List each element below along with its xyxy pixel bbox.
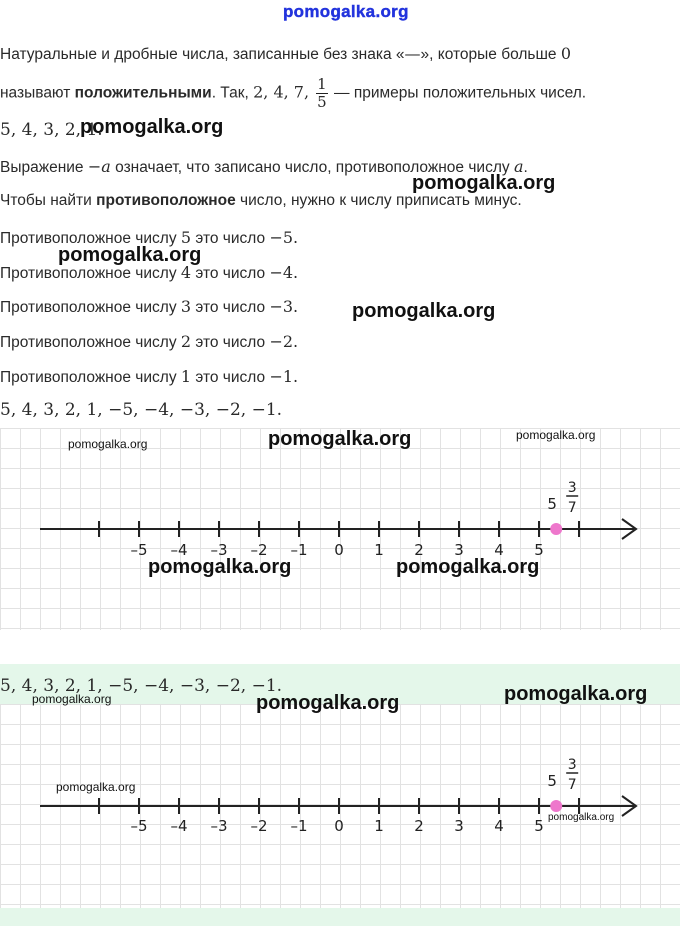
point-label-numerator: 3 — [567, 757, 577, 773]
tick-label: –3 — [210, 541, 228, 559]
opposite-line: Противоположное числу 4 это число −4. — [0, 263, 299, 282]
watermark: pomogalka.org — [268, 428, 412, 450]
tick-label: 0 — [334, 541, 344, 559]
tick-label: 5 — [534, 817, 544, 835]
text-line-expression: Выражение −a означает, что записано число, противоположное числу a. — [0, 157, 528, 176]
watermark: pomogalka.org — [56, 780, 136, 794]
watermark: pomogalka.org — [352, 300, 496, 322]
watermark: pomogalka.org — [396, 556, 540, 578]
tick-label: –3 — [210, 817, 228, 835]
opposite-line: Противоположное числу 2 это число −2. — [0, 332, 299, 351]
tick-label: 1 — [374, 817, 384, 835]
tick-label: 1 — [374, 541, 384, 559]
watermark: pomogalka.org — [32, 692, 112, 706]
combined-list: 5, 4, 3, 2, 1, −5, −4, −3, −2, −1. — [0, 400, 283, 420]
tick-label: 3 — [454, 541, 464, 559]
tick-label: –1 — [290, 541, 308, 559]
point-label-numerator: 3 — [567, 480, 577, 496]
tick-label: –2 — [250, 541, 268, 559]
watermark: pomogalka.org — [504, 683, 648, 705]
point-label-denominator: 7 — [567, 777, 577, 793]
tick-label: 3 — [454, 817, 464, 835]
opposite-line: Противоположное числу 5 это число −5. — [0, 228, 299, 247]
tick-label: –5 — [130, 817, 148, 835]
text-line-1: Натуральные и дробные числа, записанные без знака «—», которые больше 0 — [0, 44, 572, 63]
watermark: pomogalka.org — [68, 437, 148, 451]
positive-list: 5, 4, 3, 2, 1. — [0, 120, 103, 140]
watermark: pomogalka.org — [256, 692, 400, 714]
opposite-line: Противоположное числу 1 это число −1. — [0, 367, 299, 386]
watermark: pomogalka.org — [148, 556, 292, 578]
text-line-2: называют положительными. Так, 2, 4, 7, $\frac{1}{5}$ — примеры положительных чисел. — [0, 75, 587, 111]
watermark: pomogalka.org — [548, 812, 615, 823]
tick-label: 4 — [494, 541, 504, 559]
tick-label: 2 — [414, 817, 424, 835]
watermark: pomogalka.org — [80, 116, 224, 138]
point-label-whole: 5 — [547, 772, 557, 790]
tick-label: 0 — [334, 817, 344, 835]
tick-label: –4 — [170, 817, 188, 835]
tick-label: –1 — [290, 817, 308, 835]
tick-label: –4 — [170, 541, 188, 559]
text-line-rule: Чтобы найти противоположное число, нужно к числу приписать минус. — [0, 192, 522, 209]
answer-band-bottom — [0, 908, 680, 926]
point-label-denominator: 7 — [567, 500, 577, 516]
tick-label: 2 — [414, 541, 424, 559]
tick-label: –5 — [130, 541, 148, 559]
opposite-line: Противоположное числу 3 это число −3. — [0, 297, 299, 316]
answer-list: 5, 4, 3, 2, 1, −5, −4, −3, −2, −1. — [0, 676, 283, 696]
watermark: pomogalka.org — [58, 244, 202, 266]
watermark-top: pomogalka.org — [283, 2, 409, 21]
number-line-2 — [0, 704, 680, 908]
watermark: pomogalka.org — [412, 172, 556, 194]
fraction-one-fifth: $\frac{1}{5}$ — [317, 75, 327, 111]
marked-point — [550, 800, 562, 812]
point-label-whole: 5 — [547, 495, 557, 513]
tick-label: 4 — [494, 817, 504, 835]
tick-label: 5 — [534, 541, 544, 559]
tick-label: –2 — [250, 817, 268, 835]
number-line-1 — [0, 428, 680, 630]
marked-point — [550, 523, 562, 535]
watermark: pomogalka.org — [516, 428, 596, 442]
